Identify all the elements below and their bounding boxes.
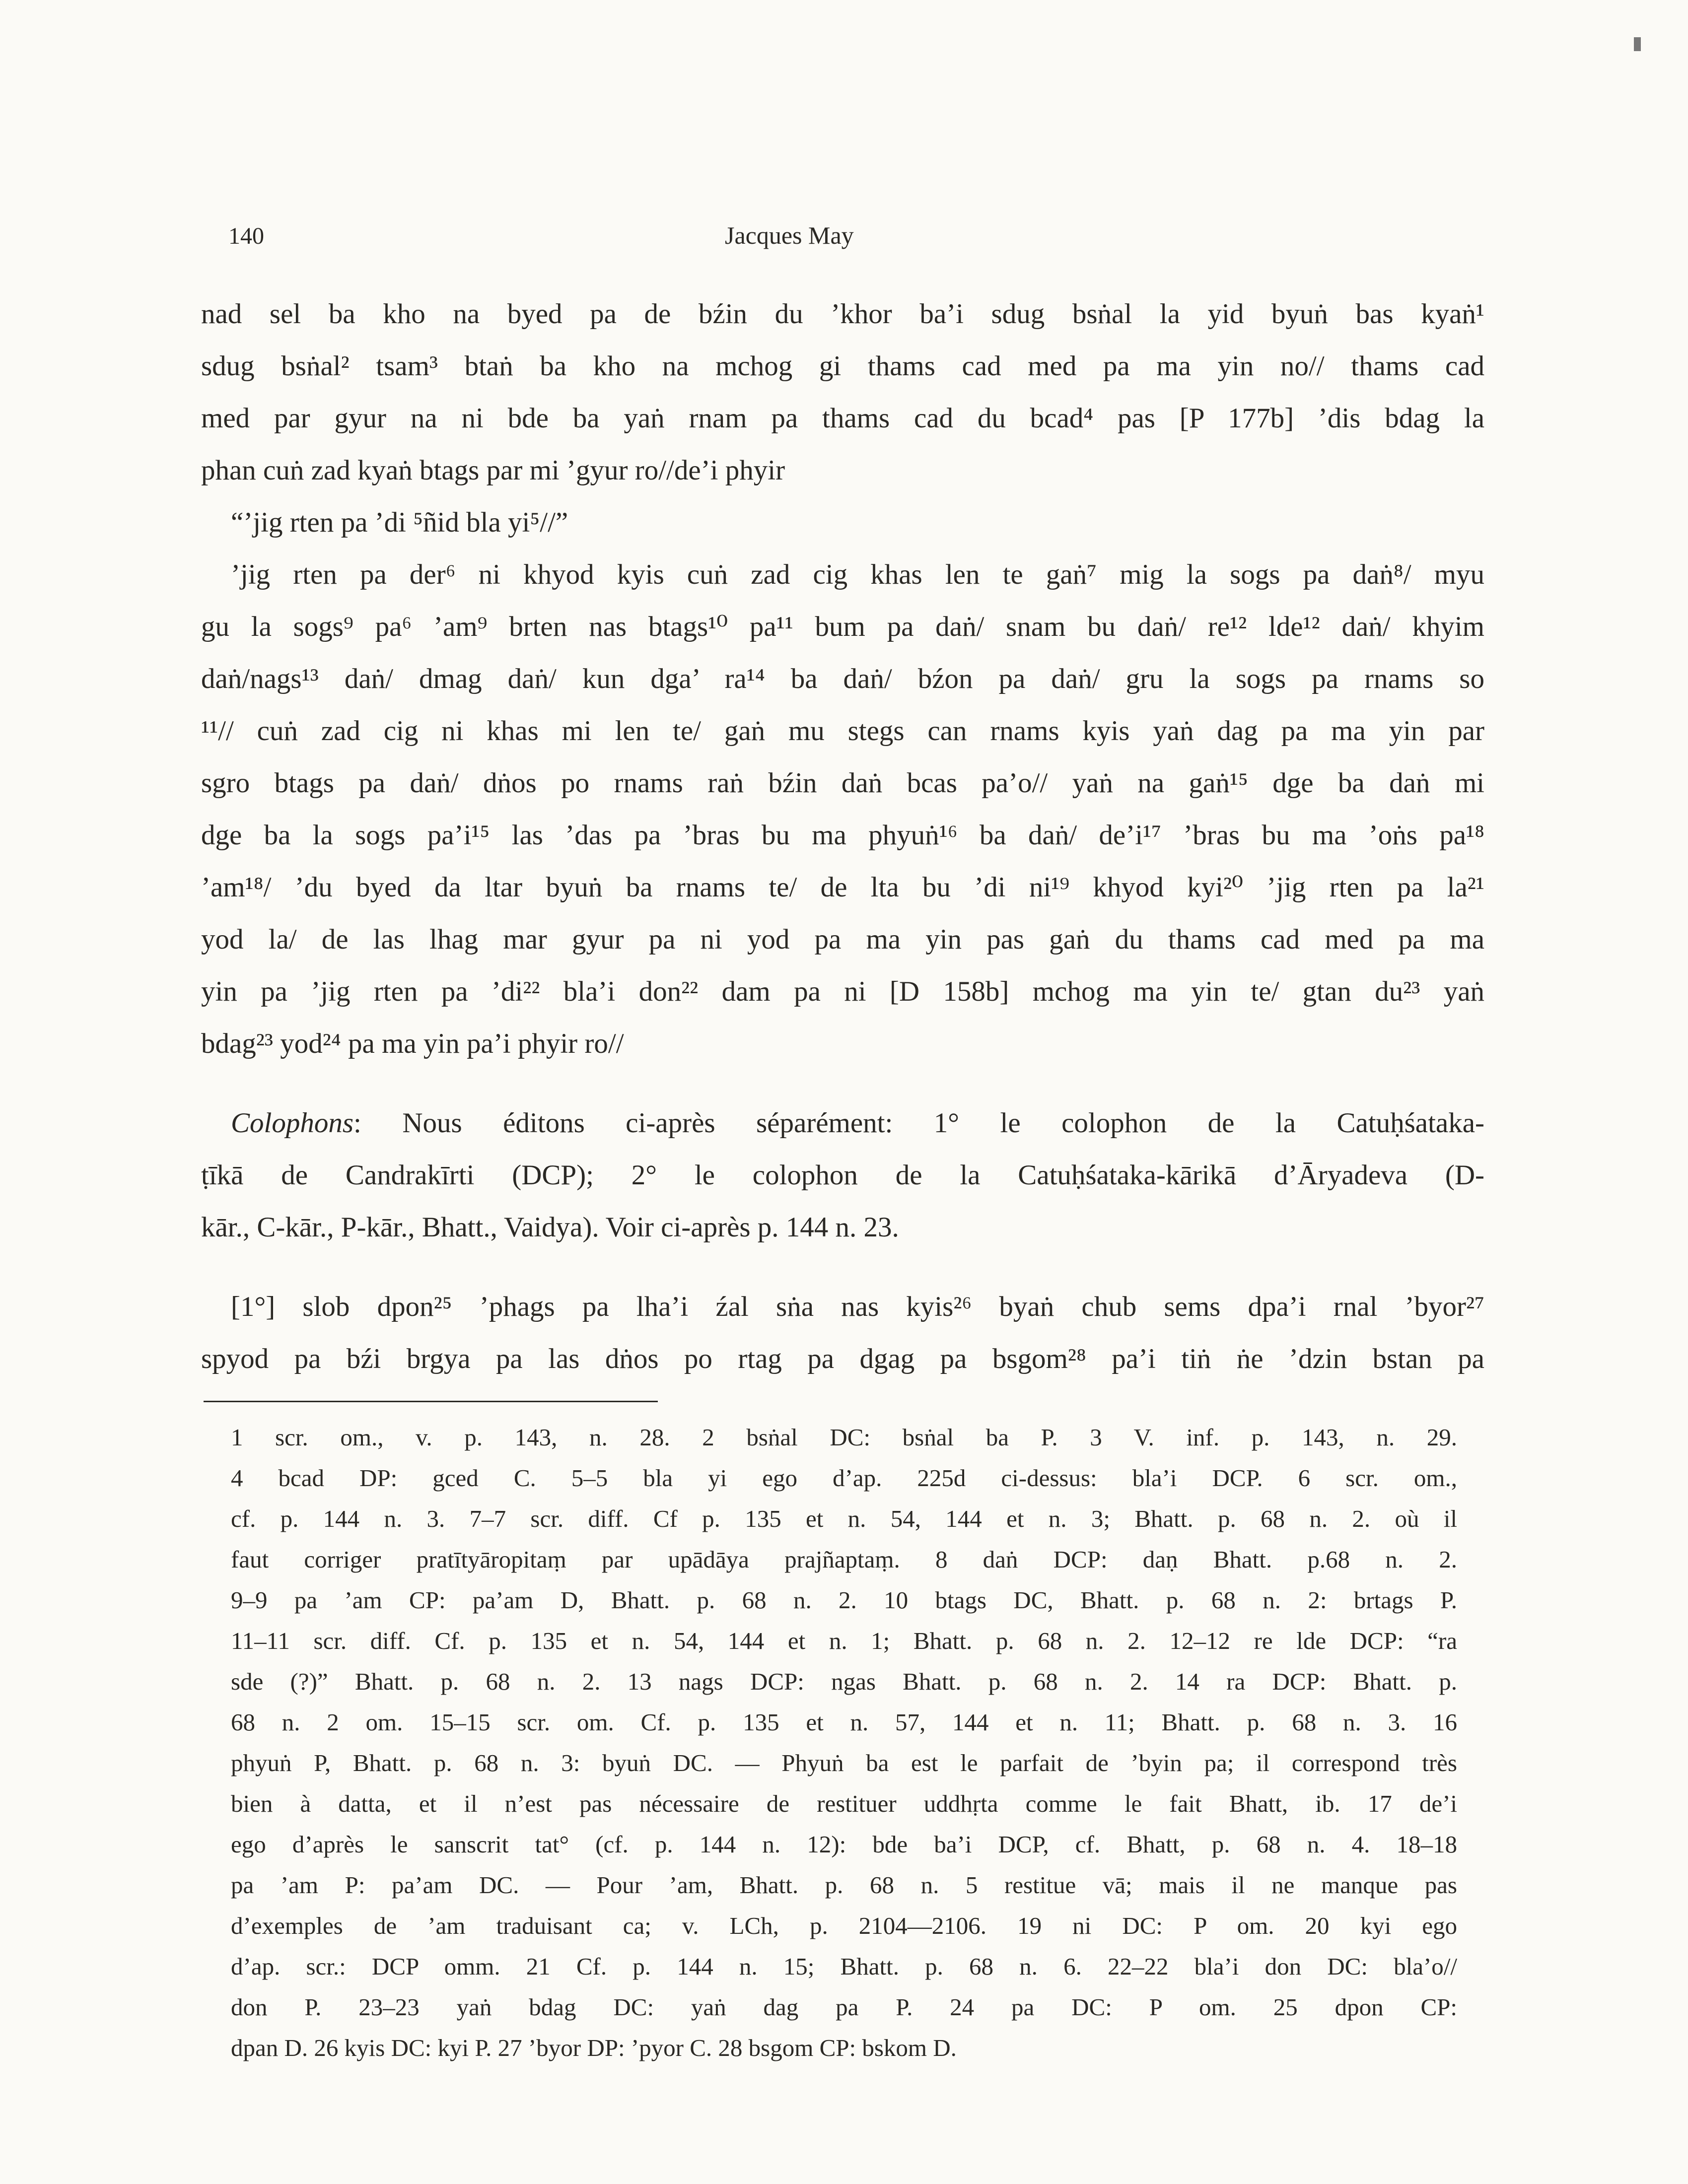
scan-speck: [1634, 37, 1641, 51]
text-line: yin pa ’jig rten pa ’di²² bla’i don²² dam pa ni [D 158b] mchog ma yin te/ gtan du²³ yaṅ: [201, 976, 1484, 1007]
text-line: sgro btags pa daṅ/ dṅos po rnams raṅ bźin daṅ bcas pa’o// yaṅ na gaṅ¹⁵ dge ba daṅ mi: [201, 767, 1484, 799]
colophon-intro-line: kār., C-kār., P-kār., Bhatt., Vaidya). Voir ci-après p. 144 n. 23.: [201, 1212, 899, 1243]
colophon-heading: Colophons: [231, 1107, 354, 1139]
footnotes: [231, 1417, 1457, 2068]
running-head-author: Jacques May: [725, 221, 854, 249]
page-number: 140: [228, 223, 264, 249]
text-line: ¹¹// cuṅ zad cig ni khas mi len te/ gaṅ mu stegs can rnams kyis yaṅ dag pa ma yin par: [201, 715, 1484, 747]
footnote-line: faut corriger pratītyāropitaṃ par upādāya prajñaptaṃ. 8 daṅ DCP: daṇ Bhatt. p.68 n. 2.: [231, 1546, 1457, 1573]
text-line: dge ba la sogs pa’i¹⁵ las ’das pa ’bras bu ma phyuṅ¹⁶ ba daṅ/ de’i¹⁷ ’bras bu ma ’oṅs pa¹⁸: [201, 819, 1484, 851]
text-line: daṅ/nags¹³ daṅ/ dmag daṅ/ kun dga’ ra¹⁴ ba daṅ/ bźon pa daṅ/ gru la sogs pa rnams so: [201, 663, 1484, 694]
text-line: gu la sogs⁹ pa⁶ ’am⁹ brten nas btags¹⁰ pa¹¹ bum pa daṅ/ snam bu daṅ/ re¹² lde¹² daṅ/ khyim: [201, 611, 1484, 642]
text-line: yod la/ de las lhag mar gyur pa ni yod pa ma yin pas gaṅ du thams cad med pa ma: [201, 924, 1484, 955]
footnote-line: 1 scr. om., v. p. 143, n. 28. 2 bsṅal DC: bsṅal ba P. 3 V. inf. p. 143, n. 29.: [231, 1424, 1457, 1451]
text-line: phan cuṅ zad kyaṅ btags par mi ’gyur ro//de’i phyir: [201, 455, 785, 486]
footnote-line: phyuṅ P, Bhatt. p. 68 n. 3: byuṅ DC. — Phyuṅ ba est le parfait de ’byin pa; il correspond très: [231, 1749, 1457, 1776]
footnote-line: don P. 23–23 yaṅ bdag DC: yaṅ dag pa P. 24 pa DC: P om. 25 dpon CP:: [231, 1993, 1457, 2021]
colophon-intro-text: : Nous éditons ci-après séparément: 1° le colophon de la Catuḥśataka-: [353, 1107, 1484, 1139]
footnote-line: d’exemples de ’am traduisant ca; v. LCh, p. 2104—2106. 19 ni DC: P om. 20 kyi ego: [231, 1912, 1457, 1939]
footnote-rule: [204, 1401, 658, 1402]
footnote-line: 4 bcad DP: gced C. 5–5 bla yi ego d’ap. 225d ci-dessus: bla’i DCP. 6 scr. om.,: [231, 1464, 1457, 1492]
footnote-line: dpan D. 26 kyis DC: kyi P. 27 ’byor DP: ’pyor C. 28 bsgom CP: bskom D.: [231, 2034, 957, 2061]
footnote-line: bien à datta, et il n’est pas nécessaire de restituer uddhṛta comme le fait Bhatt, ib. 17 de’i: [231, 1790, 1457, 1817]
footnote-line: pa ’am P: pa’am DC. — Pour ’am, Bhatt. p. 68 n. 5 restitue vā; mais il ne manque pas: [231, 1871, 1457, 1899]
footnote-line: sde (?)” Bhatt. p. 68 n. 2. 13 nags DCP: ngas Bhatt. p. 68 n. 2. 14 ra DCP: Bhatt. p.: [231, 1668, 1457, 1695]
text-line: sdug bsṅal² tsam³ btaṅ ba kho na mchog gi thams cad med pa ma yin no// thams cad: [201, 350, 1484, 382]
colophon-intro-line: ṭīkā de Candrakīrti (DCP); 2° le colophon de la Catuḥśataka-kārikā d’Āryadeva (D-: [201, 1160, 1484, 1191]
colophon-text-line: [1°] slob dpon²⁵ ’phags pa lha’i źal sṅa nas kyis²⁶ byaṅ chub sems dpa’i rnal ’byor²⁷: [231, 1291, 1484, 1322]
colophon-intro-line: [201, 1097, 1484, 1149]
text-line: med par gyur na ni bde ba yaṅ rnam pa thams cad du bcad⁴ pas [P 177b] ’dis bdag la: [201, 403, 1484, 434]
text-line: ’am¹⁸/ ’du byed da ltar byuṅ ba rnams te/ de lta bu ’di ni¹⁹ khyod kyi²⁰ ’jig rten pa la²¹: [201, 872, 1484, 903]
colophon-text-line: spyod pa bźi brgya pa las dṅos po rtag pa dgag pa bsgom²⁸ pa’i tiṅ ṅe ’dzin bstan pa: [201, 1343, 1484, 1374]
text-line: bdag²³ yod²⁴ pa ma yin pa’i phyir ro//: [201, 1028, 624, 1059]
footnote-line: 9–9 pa ’am CP: pa’am D, Bhatt. p. 68 n. 2. 10 btags DC, Bhatt. p. 68 n. 2: brtags P.: [231, 1586, 1457, 1614]
text-line: nad sel ba kho na byed pa de bźin du ’khor ba’i sdug bsṅal la yid byuṅ bas kyaṅ¹: [201, 298, 1484, 330]
footnote-line: cf. p. 144 n. 3. 7–7 scr. diff. Cf p. 135 et n. 54, 144 et n. 3; Bhatt. p. 68 n. 2. où il: [231, 1505, 1457, 1532]
footnote-line: 11–11 scr. diff. Cf. p. 135 et n. 54, 144 et n. 1; Bhatt. p. 68 n. 2. 12–12 re lde DCP: “ra: [231, 1627, 1457, 1654]
footnote-line: ego d’après le sanscrit tat° (cf. p. 144 n. 12): bde ba’i DCP, cf. Bhatt, p. 68 n. 4. 18–18: [231, 1831, 1457, 1858]
main-text: [201, 288, 1484, 1385]
footnote-line: 68 n. 2 om. 15–15 scr. om. Cf. p. 135 et n. 57, 144 et n. 11; Bhatt. p. 68 n. 3. 16: [231, 1708, 1457, 1736]
footnote-line: d’ap. scr.: DCP omm. 21 Cf. p. 144 n. 15; Bhatt. p. 68 n. 6. 22–22 bla’i don DC: bla’o//: [231, 1953, 1457, 1980]
verse-quote: “’jig rten pa ’di ⁵ñid bla yi⁵//”: [231, 507, 568, 538]
text-line: ’jig rten pa der⁶ ni khyod kyis cuṅ zad cig khas len te gaṅ⁷ mig la sogs pa daṅ⁸/ myu: [231, 559, 1484, 590]
